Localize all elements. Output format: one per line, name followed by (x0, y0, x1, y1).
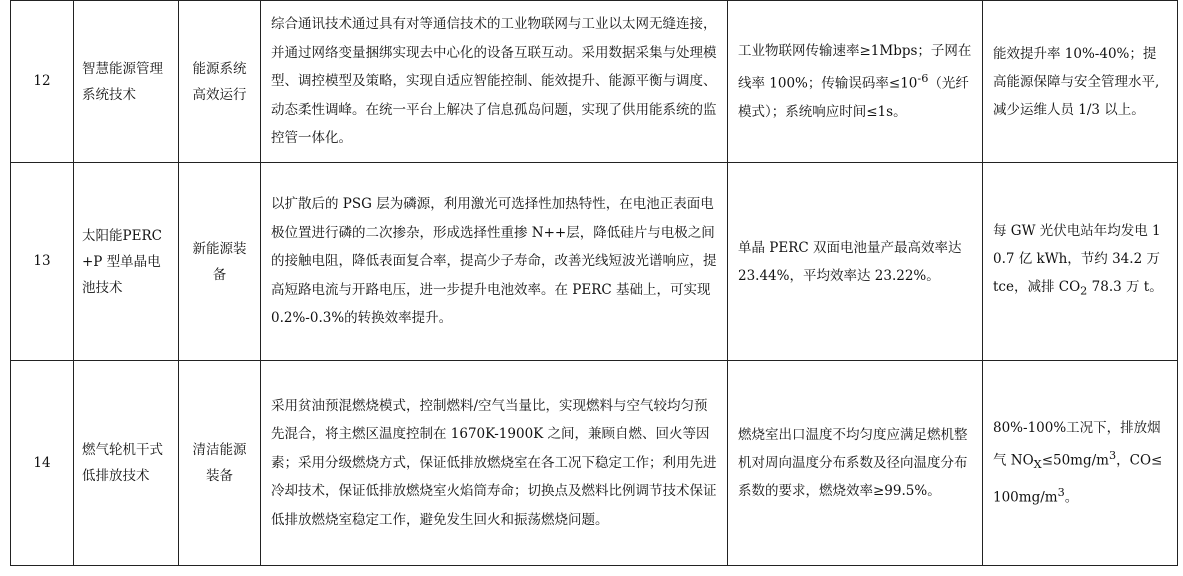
table-row (11, 163, 1178, 361)
effect-text-a: 每 GW 光伏电站年均发电 10.7 亿 kWh，节约 34.2 万 tce，减排 CO (993, 223, 1161, 296)
effect-text-b: 78.3 万 t。 (1087, 279, 1163, 296)
table-row (11, 361, 1178, 566)
technical-indicators: 燃烧室出口温度不均匀度应满足燃机整机对周向温度分布系数及径向温度分布系数的要求，燃烧效率≥99.5%。 (728, 361, 983, 566)
technology-table (10, 0, 1178, 566)
technology-category: 能源系统高效运行 (179, 1, 261, 163)
technology-description: 综合通讯技术通过具有对等通信技术的工业物联网与工业以太网无缝连接，并通过网络变量捆绑实现去中心化的设备互联互动。采用数据采集与处理模型、调控模型及策略，实现自适应智能控制、能效提升、能源平衡与调度、动态柔性调峰。在统一平台上解决了信息孤岛问题，实现了供用能系统的监控管一体化。 (261, 1, 728, 163)
technology-category: 新能源装备 (179, 163, 261, 361)
indicator-superscript: -6 (917, 72, 929, 86)
indicator-text-b: （光纤模式）；系统响应时间≤1s。 (738, 75, 969, 120)
technology-description: 采用贫油预混燃烧模式，控制燃料/空气当量比，实现燃料与空气较均匀预先混合，将主燃区温度控制在 1670K-1900K 之间，兼顾自燃、回火等因素；采用分级燃烧方式，保证低排放燃烧室在各工况下稳定工作；利用先进冷却技术，保证低排放燃烧室火焰筒寿命；切换点及燃料比例调节技术保证低排放燃烧室稳定工作，避免发生回火和振荡燃烧问题。 (261, 361, 728, 566)
effect-text-b: ≤50mg/m (1041, 452, 1109, 469)
technical-indicators (728, 1, 983, 163)
technology-description: 以扩散后的 PSG 层为磷源，利用激光可选择性加热特性，在电池正表面电极位置进行磷的二次掺杂，形成选择性重掺 N++层，降低硅片与电极之间的接触电阻，降低表面复合率，提高少子寿命，改善光线短波光谱响应，提高短路电流与开路电压，进一步提升电池效率。在 PERC 基础上，可实现 0.2%-0.3%的转换效率提升。 (261, 163, 728, 361)
indicator-text-a: 工业物联网传输速率≥1Mbps；子网在线率 100%；传输误码率≤10 (738, 43, 972, 92)
row-number: 13 (11, 163, 74, 361)
row-number: 12 (11, 1, 74, 163)
effect-superscript-2: 3 (1057, 486, 1065, 500)
effect-subscript: 2 (1080, 284, 1088, 298)
effect-subscript: X (1033, 458, 1042, 472)
technology-name: 太阳能PERC+P 型单晶电池技术 (74, 163, 179, 361)
application-effect: 能效提升率 10%-40%；提高能源保障与安全管理水平,减少运维人员 1/3 以上。 (983, 1, 1178, 163)
technical-indicators: 单晶 PERC 双面电池量产最高效率达 23.44%，平均效率达 23.22%。 (728, 163, 983, 361)
table-row (11, 1, 1178, 163)
effect-text-a: 80%-100%工况下，排放烟气 NO (993, 420, 1161, 469)
row-number: 14 (11, 361, 74, 566)
effect-text-d: 。 (1064, 489, 1079, 506)
application-effect (983, 361, 1178, 566)
application-effect (983, 163, 1178, 361)
technology-name: 燃气轮机干式低排放技术 (74, 361, 179, 566)
technology-name: 智慧能源管理系统技术 (74, 1, 179, 163)
effect-text-c: ，CO≤100mg/m (993, 452, 1163, 506)
technology-category: 清洁能源装备 (179, 361, 261, 566)
effect-superscript: 3 (1108, 449, 1117, 463)
